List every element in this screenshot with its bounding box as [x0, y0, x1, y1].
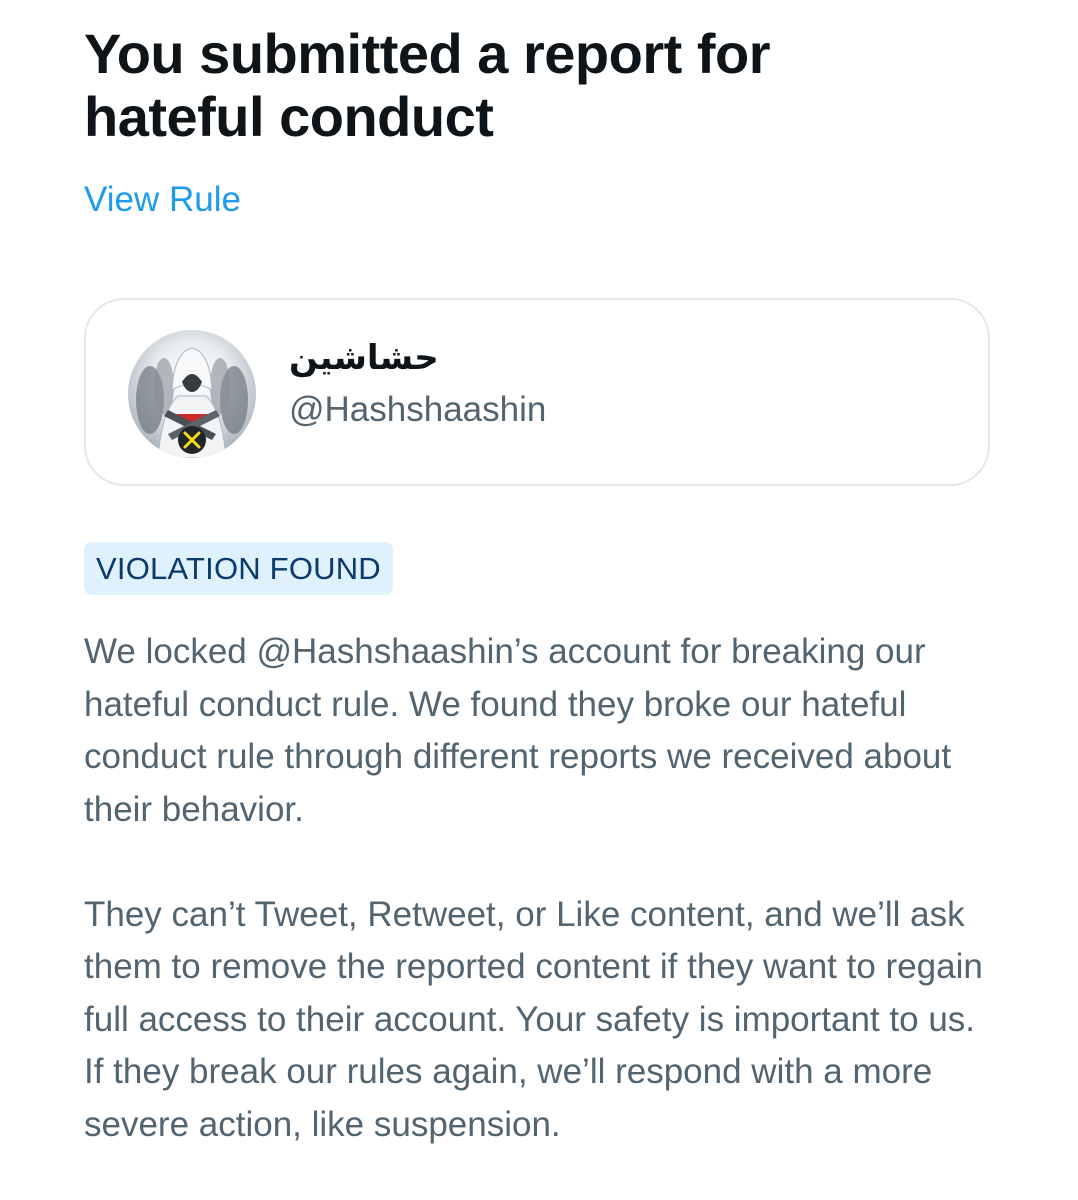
- view-rule-link[interactable]: View Rule: [84, 180, 241, 219]
- message-paragraph: They can’t Tweet, Retweet, or Like content, and we’ll ask them to remove the reported content if they want to regain full access to their account. Your safety is important to us. If they break our rules again, we’ll respond with a more severe action, like suspension.: [84, 894, 983, 1144]
- report-detail-page: [84, 22, 994, 1144]
- status-badge: VIOLATION FOUND: [84, 542, 393, 595]
- reported-account-card[interactable]: [84, 298, 990, 486]
- report-outcome-message: [84, 626, 994, 1151]
- username-handle: @Hashshaashin: [289, 390, 547, 429]
- hooded-assassin-avatar-icon: [128, 330, 256, 458]
- page-title: You submitted a report for hateful conduct: [84, 22, 770, 148]
- avatar[interactable]: [128, 330, 256, 458]
- message-paragraph: We locked @Hashshaashin’s account for breaking our hateful conduct rule. We found they broke our hateful conduct rule through different reports we received about their behavior.: [84, 632, 952, 829]
- display-name: حشاشين: [289, 338, 439, 378]
